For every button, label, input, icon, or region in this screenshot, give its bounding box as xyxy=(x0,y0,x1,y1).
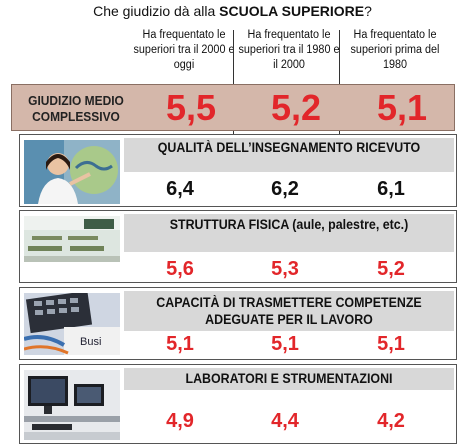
classroom-photo-icon xyxy=(24,216,120,262)
category-label: QUALITÀ DELL’INSEGNAMENTO RICEVUTO xyxy=(157,140,421,155)
value-insegnamento-prima-1980: 6,1 xyxy=(377,178,405,200)
value-insegnamento-1980-2000: 6,2 xyxy=(271,178,299,200)
overall-value-1980-2000: 5,2 xyxy=(270,87,322,128)
column-header-1980-2000: Ha frequentato le superiori tra il 1980 e il 2000 xyxy=(238,29,340,71)
value-competenze-prima-1980: 5,1 xyxy=(377,333,405,355)
overall-rating-band xyxy=(11,84,455,131)
value-laboratori-1980-2000: 4,4 xyxy=(271,410,299,432)
svg-text:Busi: Busi xyxy=(80,336,102,348)
chart-title xyxy=(0,2,465,20)
value-laboratori-prima-1980: 4,2 xyxy=(377,410,405,432)
calculator-photo-icon xyxy=(24,293,120,355)
overall-value-prima-1980: 5,1 xyxy=(376,87,428,128)
overall-label: GIUDIZIO MEDIO COMPLESSIVO xyxy=(28,93,124,124)
category-section-struttura xyxy=(19,210,457,283)
category-section-laboratori xyxy=(19,364,457,444)
title-prefix: Che giudizio dà alla xyxy=(93,3,220,19)
value-laboratori-2000-oggi: 4,9 xyxy=(166,410,194,432)
value-insegnamento-2000-oggi: 6,4 xyxy=(166,178,194,200)
computer-lab-photo-icon xyxy=(24,370,120,440)
category-section-competenze xyxy=(19,287,457,360)
category-label: LABORATORI E STRUMENTAZIONI xyxy=(185,371,393,386)
value-struttura-prima-1980: 5,2 xyxy=(377,258,405,280)
category-label: CAPACITÀ DI TRASMETTERE COMPETENZE ADEGUATE PER IL LAVORO xyxy=(156,295,422,327)
value-struttura-2000-oggi: 5,6 xyxy=(166,258,194,280)
teacher-photo-icon xyxy=(24,140,120,204)
title-bold: SCUOLA SUPERIORE xyxy=(219,3,365,19)
column-header-2000-oggi: Ha frequentato le superiori tra il 2000 e oggi xyxy=(133,29,235,71)
value-competenze-2000-oggi: 5,1 xyxy=(166,333,194,355)
column-header-prima-1980: Ha frequentato le superiori prima del 1980 xyxy=(350,29,440,71)
value-struttura-1980-2000: 5,3 xyxy=(271,258,299,280)
category-label: STRUTTURA FISICA (aule, palestre, etc.) xyxy=(169,217,409,232)
overall-value-2000-oggi: 5,5 xyxy=(165,87,217,128)
title-suffix: ? xyxy=(364,3,372,19)
value-competenze-1980-2000: 5,1 xyxy=(271,333,299,355)
category-section-insegnamento xyxy=(19,134,457,207)
